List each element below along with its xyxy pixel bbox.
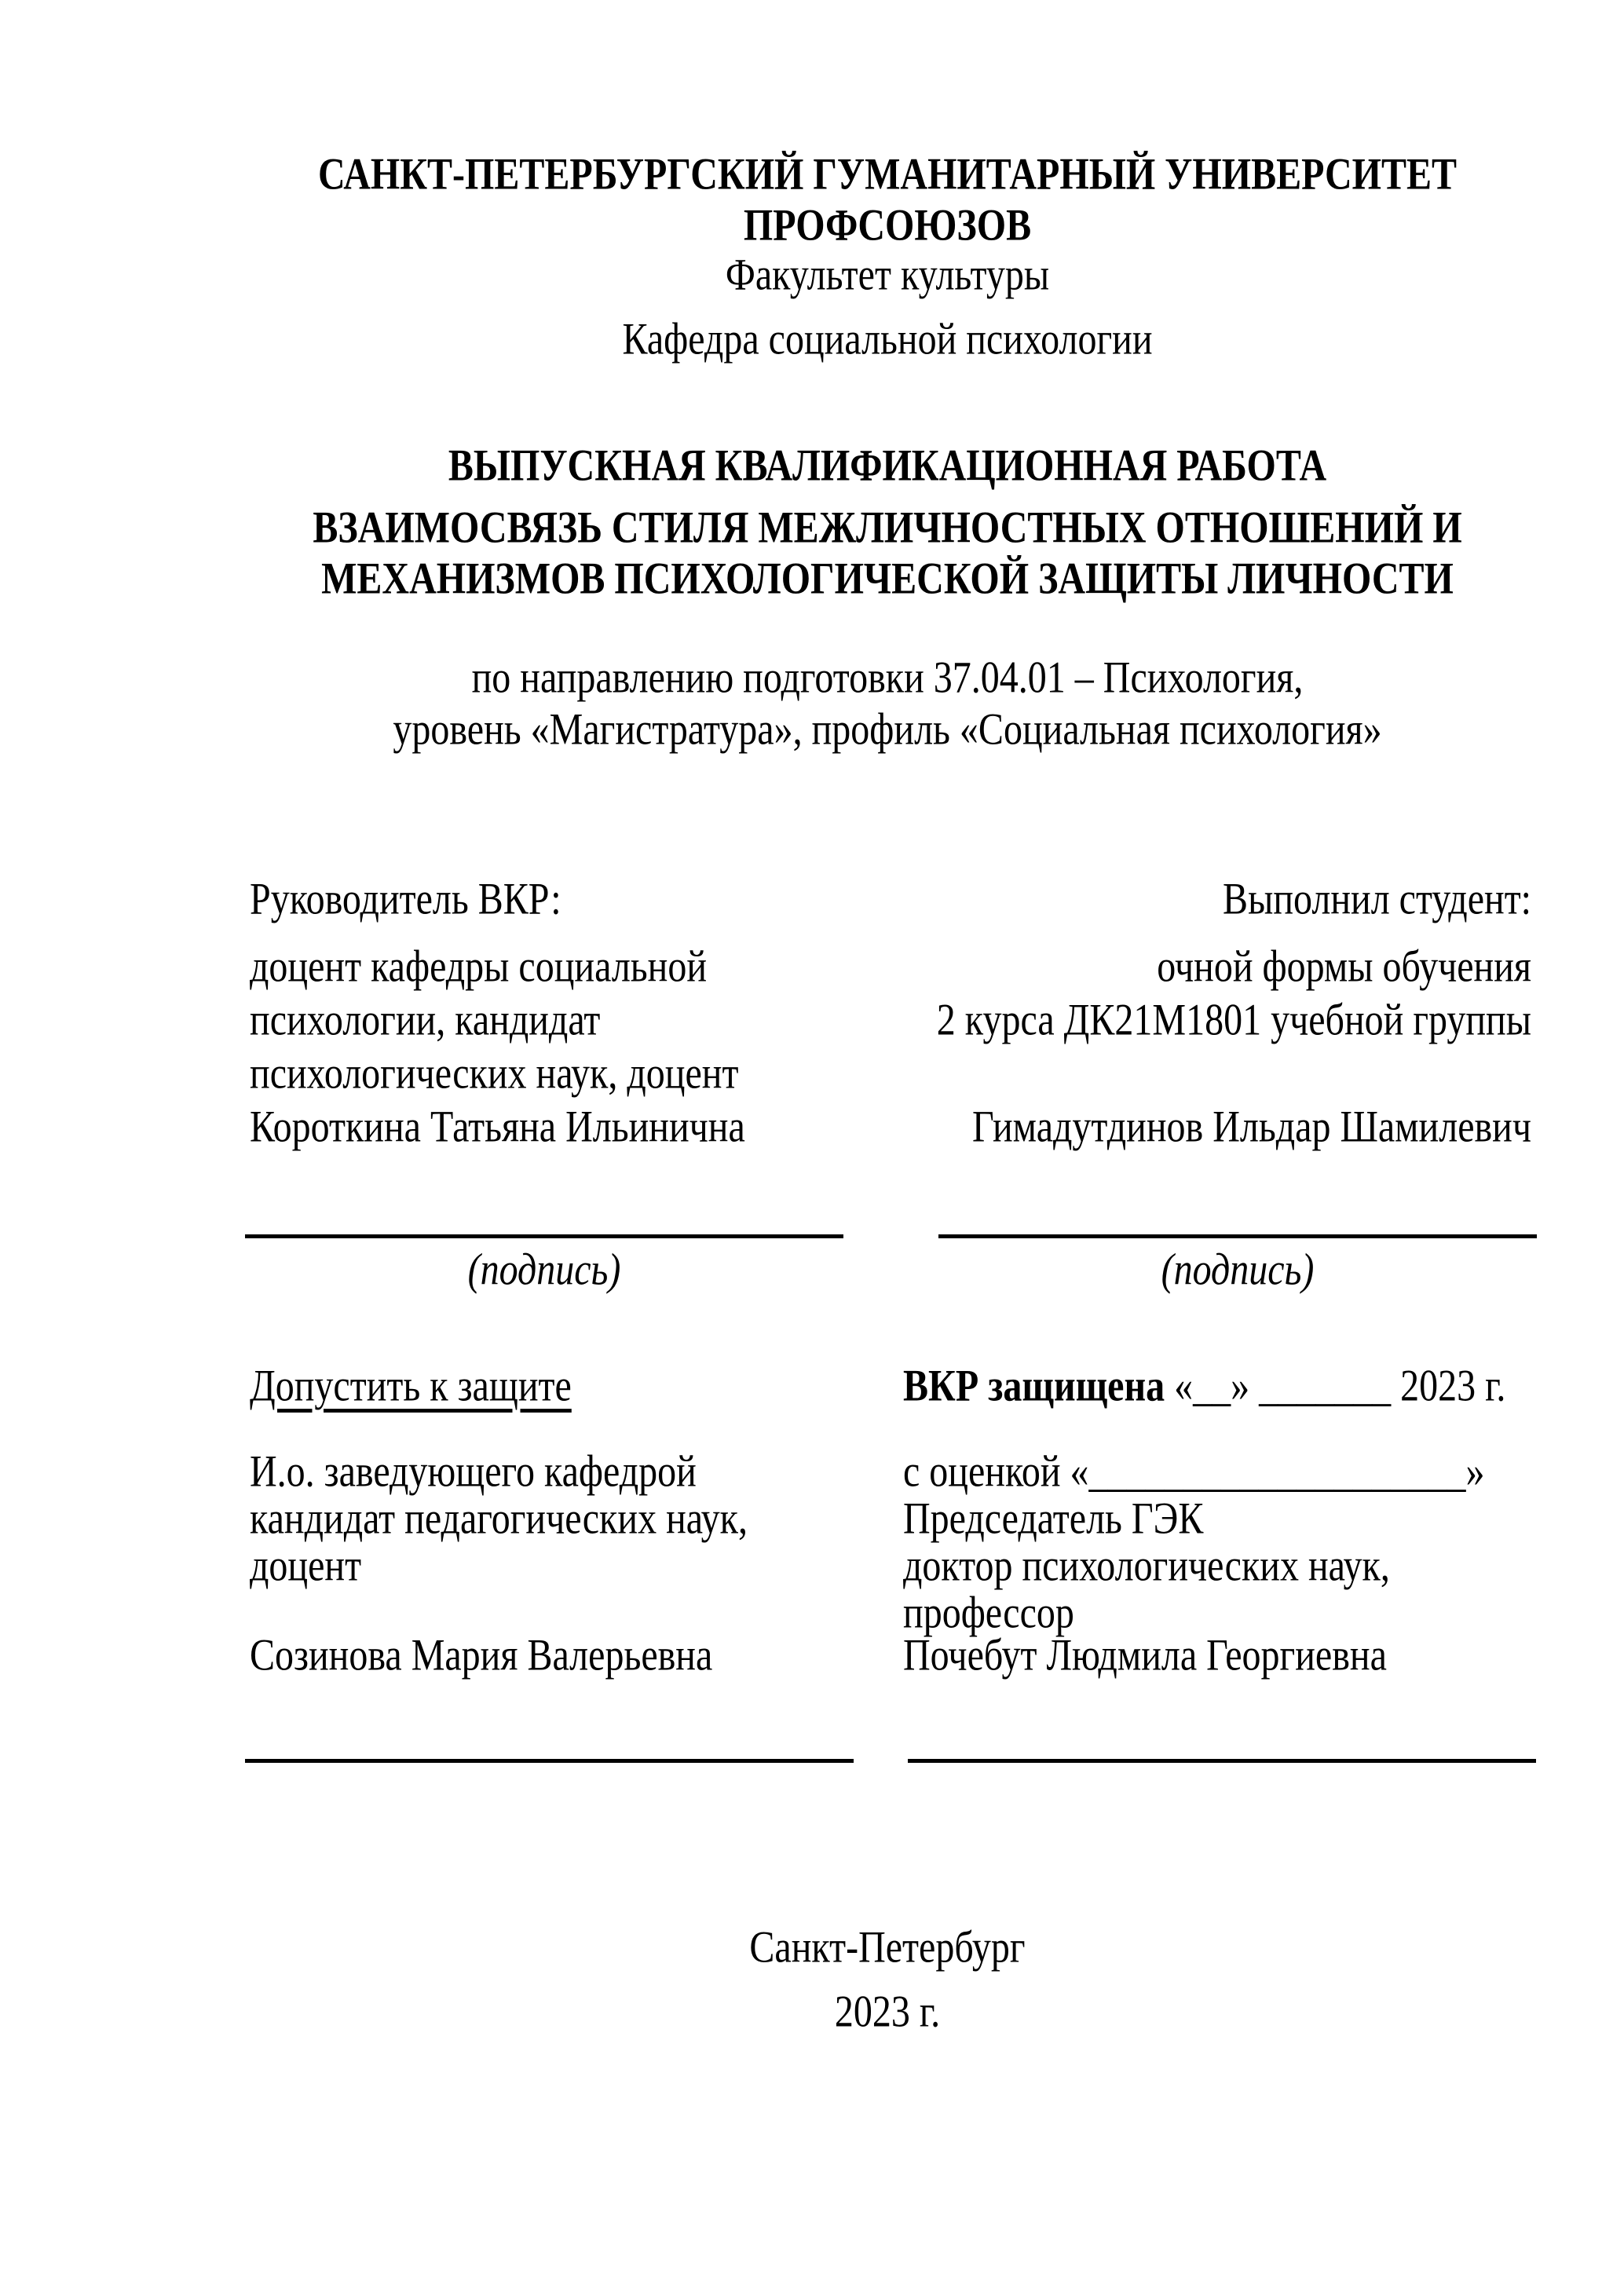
supervisor-signature-rule [245, 1234, 843, 1238]
student-label: Выполнил студент: [1223, 874, 1531, 924]
department-line: Кафедра социальной психологии [622, 314, 1153, 364]
chair-position-line3: профессор [903, 1588, 1074, 1638]
head-name: Созинова Мария Валерьевна [250, 1630, 713, 1680]
chair-position-line1: Председатель ГЭК [903, 1493, 1204, 1544]
supervisor-degree-line1: доцент кафедры социальной [250, 941, 708, 992]
defended-line [903, 1361, 1506, 1411]
supervisor-label: Руководитель ВКР: [250, 874, 561, 924]
thesis-title-line1: ВЗАИМОСВЯЗЬ СТИЛЯ МЕЖЛИЧНОСТНЫХ ОТНОШЕНИЙ И [313, 503, 1462, 553]
supervisor-signature-caption: (подпись) [467, 1245, 621, 1295]
student-signature-rule [938, 1234, 1537, 1238]
thesis-title-line2: МЕХАНИЗМОВ ПСИХОЛОГИЧЕСКОЙ ЗАЩИТЫ ЛИЧНОСТИ [321, 554, 1454, 604]
chair-name: Почебут Людмила Георгиевна [903, 1630, 1387, 1680]
admit-to-defense-label: Допустить к защите [250, 1361, 572, 1411]
student-name: Гимадутдинов Ильдар Шамилевич [972, 1102, 1531, 1152]
defended-date-blank: «__» _______ 2023 г. [1165, 1361, 1506, 1411]
supervisor-name: Короткина Татьяна Ильинична [250, 1102, 745, 1152]
chair-position-line2: доктор психологических наук, [903, 1541, 1390, 1591]
head-position-line2: кандидат педагогических наук, [250, 1493, 748, 1544]
supervisor-degree-line3: психологических наук, доцент [250, 1048, 739, 1099]
head-signature-rule [245, 1759, 854, 1763]
university-name-line1: САНКТ-ПЕТЕРБУРГСКИЙ ГУМАНИТАРНЫЙ УНИВЕРСИТЕТ [317, 149, 1458, 199]
head-position-line1: И.о. заведующего кафедрой [250, 1446, 697, 1497]
program-line1: по направлению подготовки 37.04.01 – Психология, [471, 653, 1304, 703]
student-info-line2: 2 курса ДК21М1801 учебной группы [936, 995, 1531, 1045]
supervisor-degree-line2: психологии, кандидат [250, 995, 601, 1045]
faculty-line: Факультет культуры [725, 250, 1050, 300]
year-line: 2023 г. [834, 1987, 941, 2037]
student-info-line1: очной формы обучения [1157, 941, 1531, 992]
grade-blank-line: с оценкой «____________________» [903, 1446, 1485, 1497]
program-line2: уровень «Магистратура», профиль «Социальная психология» [393, 704, 1382, 755]
head-position-line3: доцент [250, 1541, 362, 1591]
student-signature-caption: (подпись) [1161, 1245, 1315, 1295]
defended-label: ВКР защищена [903, 1361, 1165, 1411]
work-type-heading: ВЫПУСКНАЯ КВАЛИФИКАЦИОННАЯ РАБОТА [448, 441, 1327, 491]
chair-signature-rule [908, 1759, 1536, 1763]
university-name-line2: ПРОФСОЮЗОВ [743, 200, 1032, 250]
city-line: Санкт-Петербург [749, 1922, 1026, 1972]
